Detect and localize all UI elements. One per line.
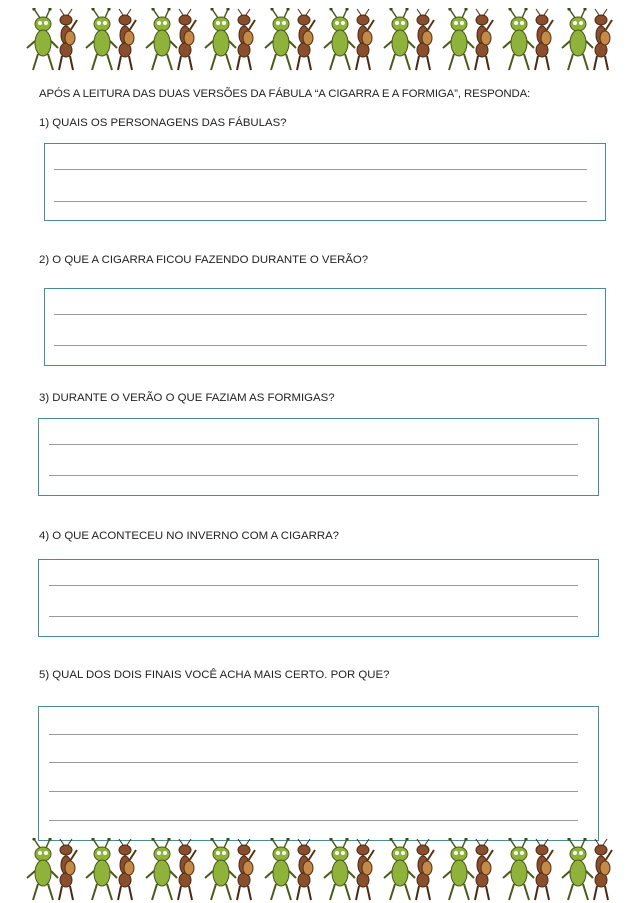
answer-line: [49, 791, 578, 792]
grasshopper-icon: [383, 8, 438, 72]
grasshopper-icon: [85, 8, 140, 72]
bottom-decorative-border: [26, 836, 616, 902]
grasshopper-icon: [145, 838, 200, 902]
grasshopper-icon: [442, 8, 497, 72]
grasshopper-icon: [85, 838, 140, 902]
answer-line: [54, 169, 587, 170]
answer-line: [49, 585, 578, 586]
grasshopper-icon: [442, 838, 497, 902]
question-3: 3) DURANTE O VERÃO O QUE FAZIAM AS FORMIGAS?: [39, 392, 335, 404]
answer-line: [54, 201, 587, 202]
grasshopper-icon: [26, 8, 81, 72]
answer-line: [54, 345, 587, 346]
answer-box-3[interactable]: [38, 418, 599, 496]
answer-line: [49, 475, 578, 476]
grasshopper-icon: [204, 838, 259, 902]
answer-box-5[interactable]: [38, 706, 599, 841]
grasshopper-icon: [561, 8, 616, 72]
grasshopper-icon: [561, 838, 616, 902]
grasshopper-icon: [145, 8, 200, 72]
answer-line: [49, 444, 578, 445]
grasshopper-icon: [264, 838, 319, 902]
grasshopper-icon: [204, 8, 259, 72]
question-1: 1) QUAIS OS PERSONAGENS DAS FÁBULAS?: [39, 117, 287, 129]
answer-line: [49, 762, 578, 763]
question-2: 2) O QUE A CIGARRA FICOU FAZENDO DURANTE O VERÃO?: [39, 254, 369, 266]
grasshopper-icon: [26, 838, 81, 902]
grasshopper-icon: [264, 8, 319, 72]
answer-line: [49, 734, 578, 735]
answer-line: [49, 616, 578, 617]
question-5: 5) QUAL DOS DOIS FINAIS VOCÊ ACHA MAIS CERTO. POR QUE?: [39, 669, 390, 681]
answer-line: [54, 314, 587, 315]
answer-box-1[interactable]: [44, 143, 606, 221]
grasshopper-icon: [323, 8, 378, 72]
question-4: 4) O QUE ACONTECEU NO INVERNO COM A CIGARRA?: [39, 530, 340, 542]
answer-box-4[interactable]: [38, 559, 599, 637]
answer-box-2[interactable]: [44, 288, 606, 366]
top-decorative-border: [26, 6, 616, 72]
grasshopper-icon: [323, 838, 378, 902]
instructions-heading: APÓS A LEITURA DAS DUAS VERSÕES DA FÁBULA “A CIGARRA E A FORMIGA”, RESPONDA:: [39, 88, 531, 100]
grasshopper-icon: [383, 838, 438, 902]
grasshopper-icon: [502, 8, 557, 72]
answer-line: [49, 820, 578, 821]
grasshopper-icon: [502, 838, 557, 902]
